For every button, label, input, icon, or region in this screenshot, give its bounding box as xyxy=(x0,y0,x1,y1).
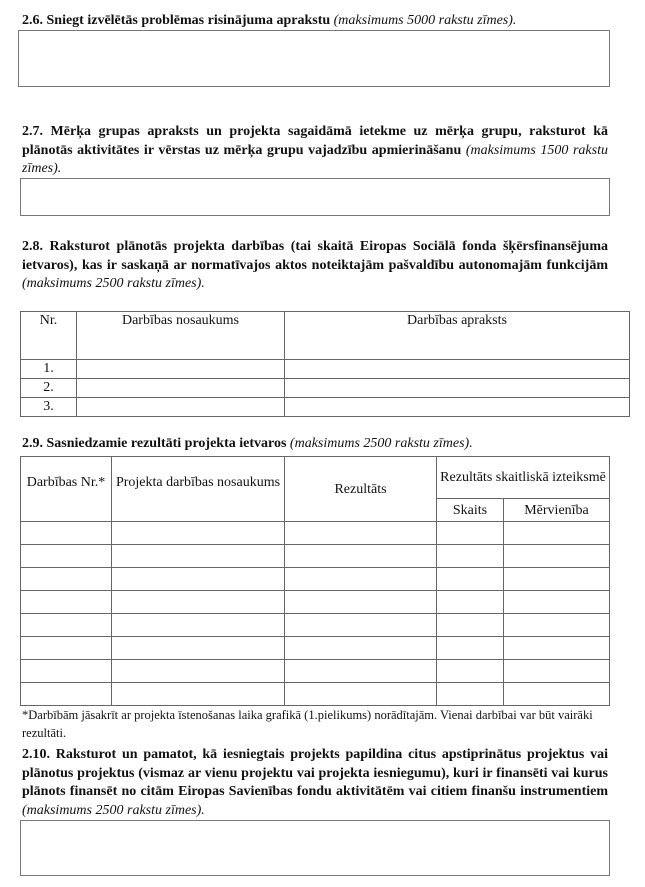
cell-input[interactable] xyxy=(504,591,610,614)
cell-input[interactable] xyxy=(112,637,285,660)
section-2-7-heading: 2.7. Mērķa grupas apraksts un projekta sagaidāmā ietekme uz mērķa grupu, raksturot kā plānotās aktivitātes ir vērstas uz mērķa grupu vajadzību apmierināšanu (maksimums 1500 rakstu zīmes). xyxy=(22,124,608,176)
cell-input[interactable] xyxy=(504,568,610,591)
cell-input[interactable] xyxy=(112,683,285,706)
cell-input[interactable] xyxy=(285,683,437,706)
cell-input[interactable] xyxy=(285,568,437,591)
table-row: 2. xyxy=(21,379,630,398)
cell-input[interactable] xyxy=(21,660,112,683)
section-2-6-answer-field[interactable] xyxy=(18,30,610,87)
cell-input[interactable] xyxy=(504,522,610,545)
column-header-activity-description: Darbības apraksts xyxy=(285,312,630,360)
table-row xyxy=(21,591,610,614)
table-row xyxy=(21,568,610,591)
cell-input[interactable] xyxy=(437,545,504,568)
cell-input[interactable] xyxy=(285,545,437,568)
cell-input[interactable] xyxy=(437,591,504,614)
cell-input[interactable] xyxy=(285,398,630,417)
cell-input[interactable] xyxy=(112,545,285,568)
cell-input[interactable] xyxy=(77,379,285,398)
table-row xyxy=(21,683,610,706)
cell-input[interactable] xyxy=(437,614,504,637)
cell-input[interactable] xyxy=(21,637,112,660)
cell-input[interactable] xyxy=(504,614,610,637)
column-header-activity-name: Darbības nosaukums xyxy=(77,312,285,360)
table-row xyxy=(21,614,610,637)
column-header-result: Rezultāts xyxy=(285,457,437,522)
cell-input[interactable] xyxy=(112,522,285,545)
column-header-nr: Nr. xyxy=(21,312,77,360)
cell-input[interactable] xyxy=(77,360,285,379)
column-header-unit: Mērvienība xyxy=(504,499,610,522)
cell-input[interactable] xyxy=(285,379,630,398)
table-row: 3. xyxy=(21,398,630,417)
cell-input[interactable] xyxy=(285,360,630,379)
section-2-7-answer-field[interactable] xyxy=(20,178,610,216)
cell-input[interactable] xyxy=(437,522,504,545)
activities-table xyxy=(20,311,630,417)
table-row xyxy=(21,545,610,568)
cell-input[interactable] xyxy=(112,614,285,637)
cell-input[interactable] xyxy=(504,545,610,568)
section-2-8-heading: 2.8. Raksturot plānotās projekta darbības (tai skaitā Eiropas Sociālā fonda šķērsfinansējuma ietvaros), kas ir saskaņā ar normatīvajos aktos noteiktajām pašvaldību autonomajām funkcijām (maksimums 2500 rakstu zīmes). xyxy=(22,239,608,291)
cell-input[interactable] xyxy=(437,568,504,591)
section-2-10-answer-field[interactable] xyxy=(20,820,610,876)
cell-input[interactable] xyxy=(21,568,112,591)
table-row: 1. xyxy=(21,360,630,379)
cell-input[interactable] xyxy=(437,637,504,660)
cell-input[interactable] xyxy=(77,398,285,417)
column-header-activity-nr: Darbības Nr.* xyxy=(21,457,112,522)
cell-input[interactable] xyxy=(21,591,112,614)
cell-input[interactable] xyxy=(504,660,610,683)
section-2-10-heading: 2.10. Raksturot un pamatot, kā iesniegtais projekts papildina citus apstiprinātus projektus vai plānotus projektus (vismaz ar vienu projektu vai projekta iesniegumu), kuri ir finansēti vai kurus plānots finansēt no citām Eiropas Savienības fondu aktivitātēm vai citiem finanšu instrumentiem (maksimums 2500 rakstu zīmes). xyxy=(22,747,608,818)
table-row xyxy=(21,637,610,660)
cell-input[interactable] xyxy=(504,683,610,706)
table-row xyxy=(21,522,610,545)
results-table xyxy=(20,456,610,706)
table-row xyxy=(21,660,610,683)
column-header-numeric-result: Rezultāts skaitliskā izteiksmē xyxy=(437,457,610,499)
cell-input[interactable] xyxy=(437,683,504,706)
cell-input[interactable] xyxy=(112,660,285,683)
cell-input[interactable] xyxy=(21,614,112,637)
cell-input[interactable] xyxy=(21,545,112,568)
section-2-6-heading: 2.6. Sniegt izvēlētās problēmas risinājuma aprakstu (maksimums 5000 rakstu zīmes). xyxy=(22,13,517,28)
footnote: *Darbībām jāsakrīt ar projekta īstenošanas laika grafikā (1.pielikums) norādītajām. Vienai darbībai var būt vairāki rezultāti. xyxy=(22,708,593,740)
column-header-project-activity-name: Projekta darbības nosaukums xyxy=(112,457,285,522)
cell-input[interactable] xyxy=(112,591,285,614)
cell-input[interactable] xyxy=(112,568,285,591)
cell-input[interactable] xyxy=(21,522,112,545)
cell-input[interactable] xyxy=(21,683,112,706)
cell-input[interactable] xyxy=(504,637,610,660)
cell-input[interactable] xyxy=(285,660,437,683)
cell-input[interactable] xyxy=(285,637,437,660)
cell-input[interactable] xyxy=(285,522,437,545)
cell-input[interactable] xyxy=(285,614,437,637)
cell-input[interactable] xyxy=(285,591,437,614)
cell-input[interactable] xyxy=(437,660,504,683)
section-2-9-heading: 2.9. Sasniedzamie rezultāti projekta ietvaros (maksimums 2500 rakstu zīmes). xyxy=(22,436,473,451)
column-header-count: Skaits xyxy=(437,499,504,522)
